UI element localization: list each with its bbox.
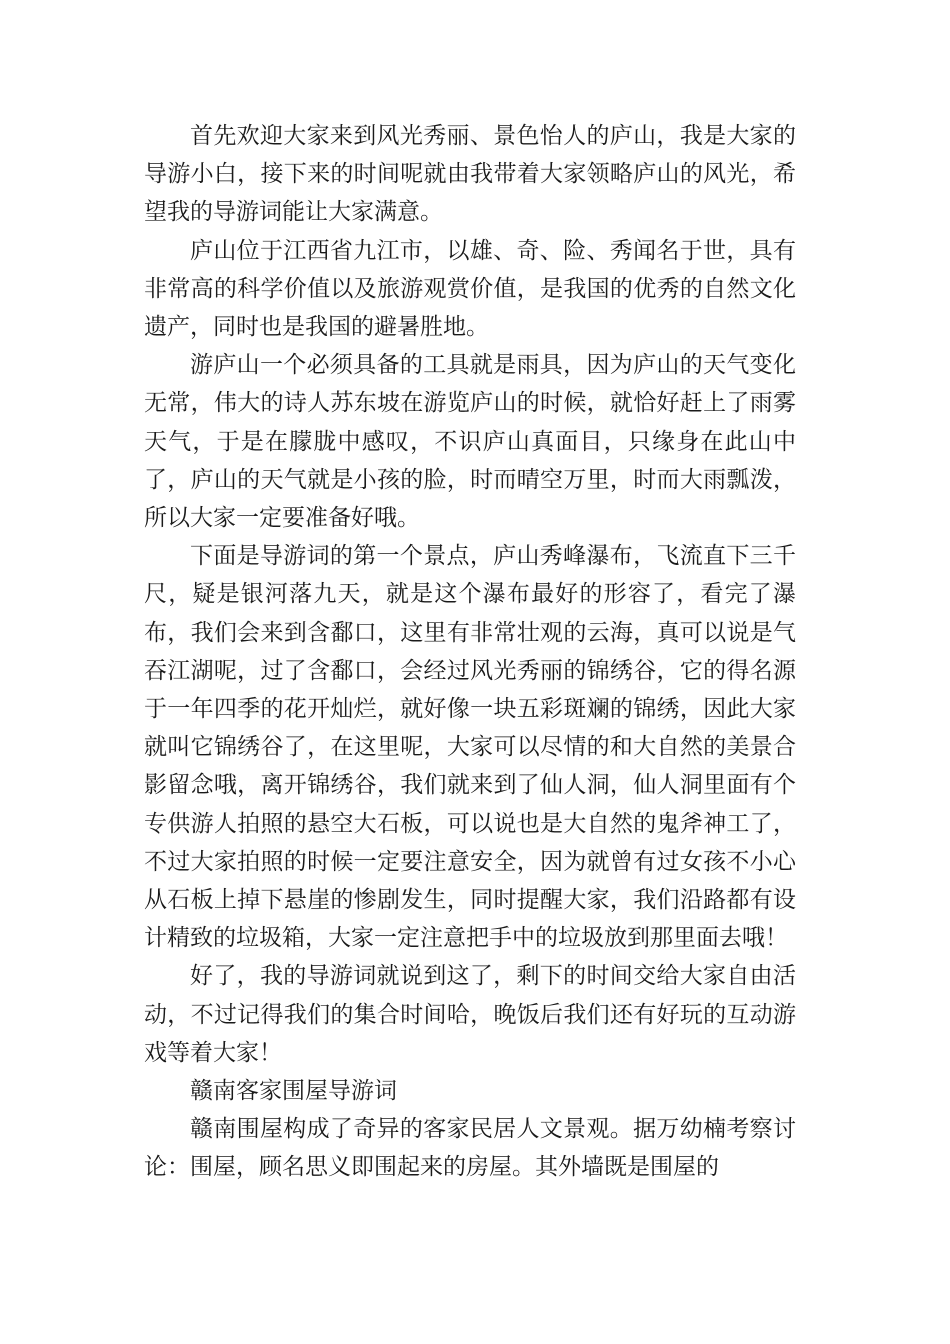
paragraph-weiwu-intro: 赣南围屋构成了奇异的客家民居人文景观。据万幼楠考察讨论：围屋，顾名思义即围起来的房屋。其外墙既是围屋的 [144, 1116, 796, 1181]
paragraph-location: 庐山位于江西省九江市，以雄、奇、险、秀闻名于世，具有非常高的科学价值以及旅游观赏价值，是我国的优秀的自然文化遗产，同时也是我国的避暑胜地。 [144, 237, 796, 341]
document-body [144, 117, 796, 1187]
paragraph-welcome: 首先欢迎大家来到风光秀丽、景色怡人的庐山，我是大家的导游小白，接下来的时间呢就由我带着大家领略庐山的风光，希望我的导游词能让大家满意。 [144, 123, 796, 226]
paragraph-scenic-spots: 下面是导游词的第一个景点，庐山秀峰瀑布，飞流直下三千尺，疑是银河落九天，就是这个瀑布最好的形容了，看完了瀑布，我们会来到含鄱口，这里有非常壮观的云海，真可以说是气吞江湖呢，过了含鄱口，会经过风光秀丽的锦绣谷，它的得名源于一年四季的花开灿烂，就好像一块五彩斑斓的锦绣，因此大家就叫它锦绣谷了，在这里呢，大家可以尽情的和大自然的美景合影留念哦，离开锦绣谷，我们就来到了仙人洞，仙人洞里面有个专供游人拍照的悬空大石板，可以说也是大自然的鬼斧神工了，不过大家拍照的时候一定要注意安全，因为就曾有过女孩不小心从石板上掉下悬崖的惨剧发生，同时提醒大家，我们沿路都有设计精致的垃圾箱，大家一定注意把手中的垃圾放到那里面去哦！ [144, 543, 796, 952]
paragraph-rain-gear: 游庐山一个必须具备的工具就是雨具，因为庐山的天气变化无常，伟大的诗人苏东坡在游览庐山的时候，就恰好赶上了雨雾天气，于是在朦胧中感叹，不识庐山真面目，只缘身在此山中了，庐山的天气就是小孩的脸，时而晴空万里，时而大雨瓢泼，所以大家一定要准备好哦。 [144, 352, 796, 532]
paragraph-closing: 好了，我的导游词就说到这了，剩下的时间交给大家自由活动，不过记得我们的集合时间哈，晚饭后我们还有好玩的互动游戏等着大家！ [144, 963, 796, 1066]
section-title: 赣南客家围屋导游词 [190, 1078, 397, 1105]
